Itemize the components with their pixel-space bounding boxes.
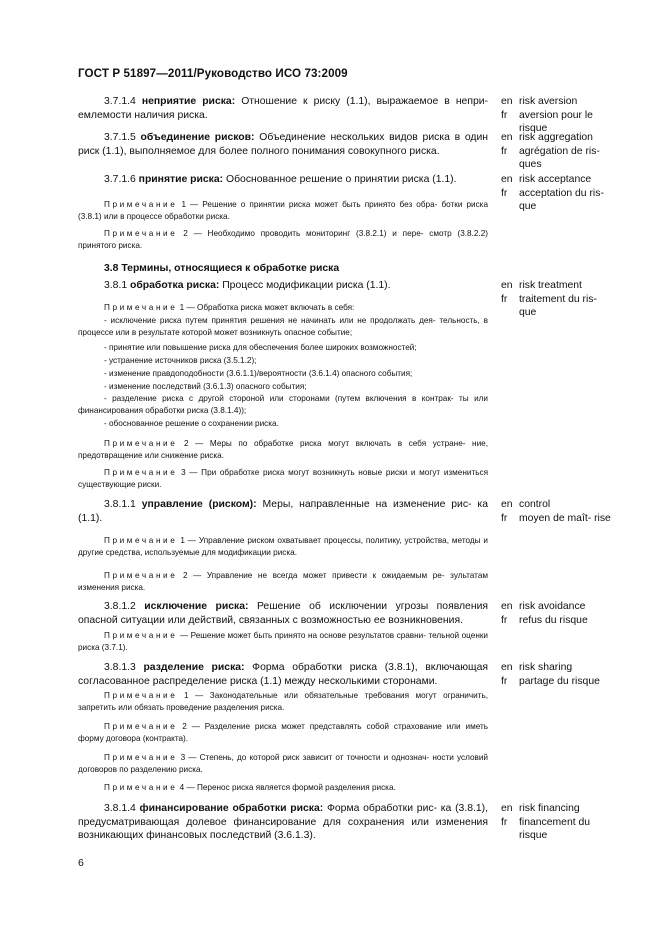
note: Примечание 1 — Законодательные или обязательные требования могут ограничить, запретить или обязать проведение разделения риска. — [78, 691, 488, 713]
translation-en: risk financing — [519, 803, 580, 814]
lang-en: en — [501, 96, 513, 107]
translation-en: risk treatment — [519, 280, 582, 291]
note-list-item: - обоснованное решение о сохранении риска. — [104, 419, 279, 428]
term-3-7-1-4: 3.7.1.4 неприятие риска: Отношение к риску (1.1), выражаемое в непри- емлемости наличия риска. — [78, 96, 489, 121]
term-3-8-1: 3.8.1 обработка риска: Процесс модификации риска (1.1). — [104, 280, 391, 291]
lang-fr: fr — [501, 512, 508, 524]
term-3-7-1-6: 3.7.1.6 принятие риска: Обоснованное решение о принятии риска (1.1). — [104, 174, 457, 185]
translation-fr: refus du risque — [519, 614, 588, 626]
translation-fr: acceptation du ris- que — [519, 187, 604, 213]
translation-en: risk sharing — [519, 662, 573, 673]
translation-block — [501, 279, 611, 320]
note: Примечание 2 — Меры по обработке риска могут включать в себя устране- ние, предотвращение или снижение риска. — [78, 439, 488, 461]
note: Примечание 1 — Управление риском охватывает процессы, политику, устройства, методы и другие средства, используемые для модификации риска. — [78, 536, 489, 558]
note: Примечание 1 — Решение о принятии риска может быть принято без обра- ботки риска (3.8.1) или в процессе обработки риска. — [78, 200, 488, 222]
note: Примечание 2 — Необходимо проводить мониторинг (3.8.2.1) и пере- смотр (3.8.2.2) принятого риска. — [78, 229, 488, 251]
note-list-item: - изменение правдоподобности (3.6.1.1)/вероятности (3.6.1.4) опасного события; — [104, 369, 413, 378]
lang-en: en — [501, 132, 513, 143]
lang-fr: fr — [501, 145, 508, 157]
term-3-7-1-5: 3.7.1.5 объединение рисков: Объединение нескольких видов риска в один риск (1.1), выполняемое для более полного понимания совокупного риска. — [78, 132, 489, 157]
lang-fr: fr — [501, 614, 508, 626]
translation-fr: partage du risque — [519, 675, 600, 687]
lang-en: en — [501, 662, 513, 673]
page-number: 6 — [78, 857, 84, 869]
translation-en: risk aggregation — [519, 132, 593, 143]
term-3-8-1-4: 3.8.1.4 финансирование обработки риска: Форма обработки рис- ка (3.8.1), предусматривающая долевое финансирование для сохранения или изменения возникающих финансовых последствий (3.6.1.3). — [78, 803, 489, 842]
lang-fr: fr — [501, 109, 508, 121]
translation-block — [501, 802, 611, 843]
note-list-item: - разделение риска с другой стороной или сторонами (путем включения в контрак- ты или финансирования обработки риска (3.8.1.4)); — [78, 394, 488, 416]
translation-en: risk aversion — [519, 96, 578, 107]
translation-fr: moyen de maît- rise — [519, 512, 611, 524]
translation-block — [501, 131, 611, 172]
note: Примечание 3 — Степень, до которой риск зависит от точности и однознач- ности условий договоров по разделению риска. — [78, 753, 488, 775]
translation-block — [501, 95, 611, 136]
lang-fr: fr — [501, 293, 508, 305]
note: Примечание 2 — Управление не всегда может привести к ожидаемым ре- зультатам изменения риска. — [78, 571, 489, 593]
note: Примечание — Решение может быть принято на основе результатов сравни- тельной оценки риска (3.7.1). — [78, 631, 488, 653]
note-list-item: - принятие или повышение риска для обеспечения более широких возможностей; — [104, 343, 417, 352]
translation-fr: agrégation de ris- ques — [519, 145, 600, 171]
note: Примечание 4 — Перенос риска является формой разделения риска. — [104, 783, 396, 792]
note: Примечание 1 — Обработка риска может включать в себя: — [104, 303, 355, 312]
term-3-8-1-3: 3.8.1.3 разделение риска: Форма обработки риска (3.8.1), включающая согласованное распределение риска (1.1) между несколькими сторонами. — [78, 662, 489, 687]
translation-block — [501, 600, 611, 627]
section-heading: 3.8 Термины, относящиеся к обработке риска — [104, 263, 340, 274]
lang-en: en — [501, 803, 513, 814]
note-list-item: - устранение источников риска (3.5.1.2); — [104, 356, 257, 365]
lang-en: en — [501, 601, 513, 612]
lang-fr: fr — [501, 816, 508, 828]
term-3-8-1-1: 3.8.1.1 управление (риском): Меры, направленные на изменение рис- ка (1.1). — [78, 499, 488, 524]
document-header: ГОСТ Р 51897—2011/Руководство ИСО 73:2009 — [78, 67, 348, 80]
translation-fr: aversion pour le risque — [519, 109, 593, 135]
translation-block — [501, 173, 611, 214]
note-list-item: - изменение последствий (3.6.1.3) опасного события; — [104, 382, 307, 391]
lang-en: en — [501, 280, 513, 291]
lang-en: en — [501, 499, 513, 510]
note: Примечание 3 — При обработке риска могут возникнуть новые риски и могут измениться существующие риски. — [78, 468, 489, 490]
translation-block — [501, 498, 611, 525]
translation-fr: traitement du ris- que — [519, 293, 597, 319]
translation-en: risk avoidance — [519, 601, 586, 612]
translation-en: control — [519, 499, 551, 510]
translation-fr: financement du risque — [519, 816, 591, 842]
lang-en: en — [501, 174, 513, 185]
translation-block — [501, 661, 611, 688]
translation-en: risk acceptance — [519, 174, 592, 185]
note: Примечание 2 — Разделение риска может представлять собой страхование или иметь форму договора (контракта). — [78, 722, 488, 744]
term-3-8-1-2: 3.8.1.2 исключение риска: Решение об исключении угрозы появления опасной ситуации или действий, связанных с возможностью ее возникновения. — [78, 601, 489, 626]
note-list-item: - исключение риска путем принятия решения не начинать или не продолжать дея- тельность, в процессе или в результате которой может возникнуть опасное событие; — [78, 316, 488, 338]
lang-fr: fr — [501, 187, 508, 199]
lang-fr: fr — [501, 675, 508, 687]
